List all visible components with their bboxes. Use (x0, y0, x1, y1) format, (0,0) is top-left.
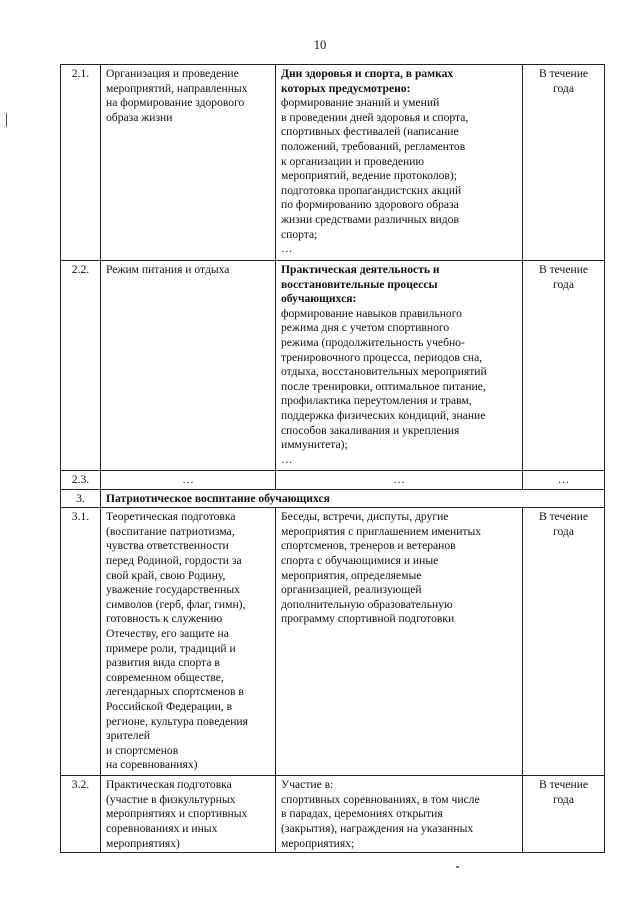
table-row (61, 65, 605, 261)
row-content-body: формирование знаний и умений в проведении дней здоровья и спорта, спортивных фестивалей (написание положений, требований, регламентов к организации и проведению мероприятий, ведение протоколов); подготовка пропагандистских акций по формированию здорового образа жизни средствами различных видов спорта; … (281, 96, 469, 256)
row-direction: Практическая подготовка (участие в физкультурных мероприятиях и спортивных соревнованиях и иных мероприятиях) (101, 776, 276, 853)
row-direction: … (101, 471, 276, 490)
row-term: В течение года (523, 508, 605, 776)
row-direction: Организация и проведение мероприятий, направленных на формирование здорового образа жизни (101, 65, 276, 261)
table-row (61, 508, 605, 776)
scan-mark (456, 866, 459, 868)
row-number: 3.1. (61, 508, 101, 776)
row-content-heading: Дни здоровья и спорта, в рамках которых предусмотрено: (281, 67, 454, 95)
section-title: Патриотическое воспитание обучающихся (101, 489, 605, 508)
row-content: … (276, 471, 523, 490)
row-content-body: формирование навыков правильного режима дня с учетом спортивного режима (продолжительность учебно- тренировочного процесса, периодов сна, отдыха, восстановительных мероприятий после тренировки, оптимальное питание, профилактика переутомления и травм, поддержка физических кондиций, знание способов закаливания и укрепления иммунитета); … (281, 306, 487, 466)
row-term: В течение года (523, 776, 605, 853)
row-number: 2.2. (61, 261, 101, 471)
row-number: 2.1. (61, 65, 101, 261)
row-term: … (523, 471, 605, 490)
row-number: 3. (61, 489, 101, 508)
row-content-heading: Практическая деятельность и восстановительные процессы обучающихся: (281, 263, 440, 306)
table-row (61, 776, 605, 853)
row-number: 2.3. (61, 471, 101, 490)
row-content: Беседы, встречи, диспуты, другие мероприятия с приглашением именитых спортсменов, тренеров и ветеранов спорта с обучающимися и иные мероприятия, определяемые организацией, реализующей дополнительную образовательную программу спортивной подготовки (276, 508, 523, 776)
margin-mark (6, 113, 7, 127)
section-row (61, 489, 605, 508)
row-content (276, 261, 523, 471)
row-term: В течение года (523, 65, 605, 261)
row-number: 3.2. (61, 776, 101, 853)
row-direction: Режим питания и отдыха (101, 261, 276, 471)
row-content: Участие в: спортивных соревнованиях, в том числе в парадах, церемониях открытия (закрытия), награждения на указанных мероприятиях; (276, 776, 523, 853)
activities-table (60, 64, 605, 853)
table-row (61, 471, 605, 490)
table-row (61, 261, 605, 471)
page-number: 10 (313, 38, 327, 52)
row-content (276, 65, 523, 261)
row-direction: Теоретическая подготовка (воспитание патриотизма, чувства ответственности перед Родиной, гордости за свой край, свою Родину, уважение государственных символов (герб, флаг, гимн), готовность к служению Отечеству, его защите на примере роли, традиций и развития вида спорта в современном обществе, легендарных спортсменов в Российской Федерации, в регионе, культура поведения зрителей и спортсменов на соревнованиях) (101, 508, 276, 776)
row-term: В течение года (523, 261, 605, 471)
